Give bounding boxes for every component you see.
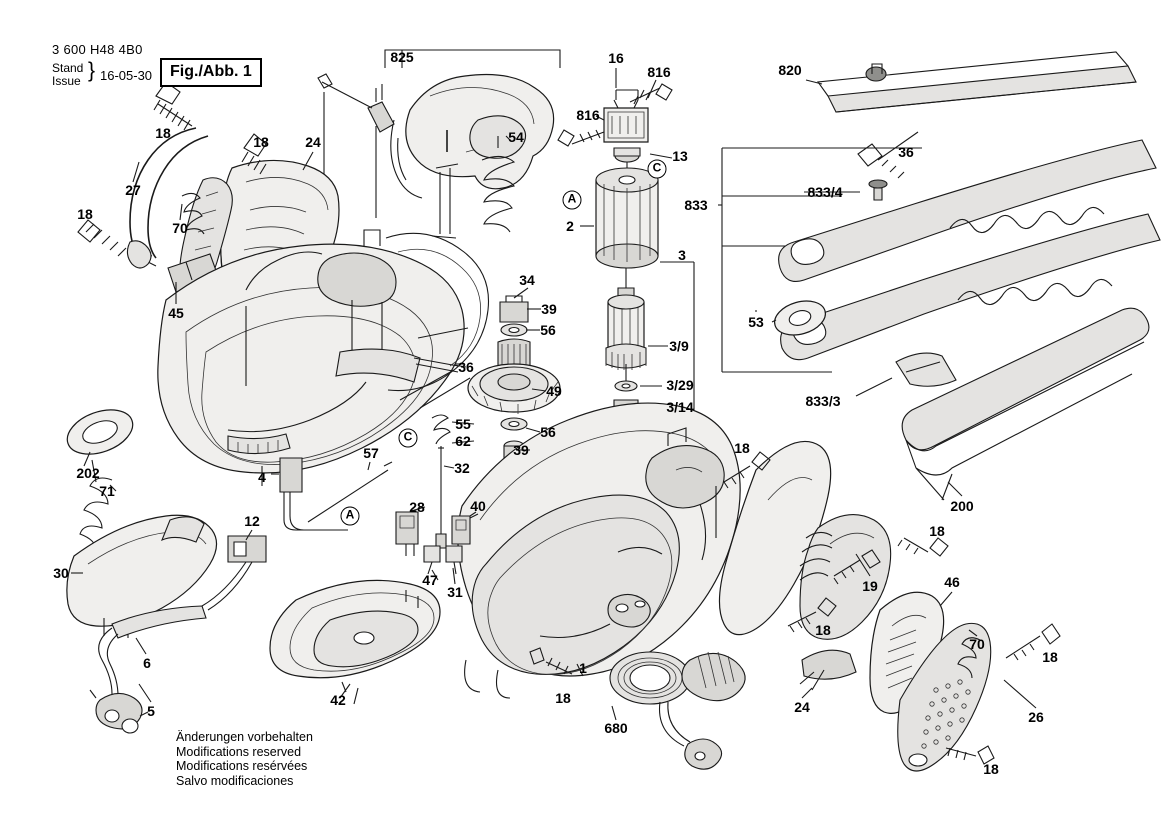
part-callout-27: 27 xyxy=(125,182,141,198)
part-callout-820: 820 xyxy=(778,62,802,78)
revision-date: 16-05-30 xyxy=(100,68,153,83)
part-callout-18: 18 xyxy=(734,440,750,456)
part-callout-36: 36 xyxy=(458,359,474,375)
part-callout-18: 18 xyxy=(77,206,93,222)
part-callout-42: 42 xyxy=(330,692,346,708)
part-callout-833-4: 833/4 xyxy=(807,184,843,200)
header-brace: } xyxy=(88,59,96,82)
part-callout-816: 816 xyxy=(647,64,671,80)
part-callout-57: 57 xyxy=(363,445,379,461)
part-code: 3 600 H48 4B0 xyxy=(52,42,143,57)
letter-marker-c: C xyxy=(399,429,418,448)
part-callout-825: 825 xyxy=(390,49,414,65)
disclaimer-fr: Modifications resérvées xyxy=(176,759,308,773)
part-callout-31: 31 xyxy=(447,584,463,600)
part-callout-70: 70 xyxy=(969,636,985,652)
part-callout-18: 18 xyxy=(929,523,945,539)
part-callout-4: 4 xyxy=(258,469,266,485)
part-callout-30: 30 xyxy=(53,565,69,581)
part-callout-3-14: 3/14 xyxy=(666,399,694,415)
part-callout-56: 56 xyxy=(540,424,556,440)
figure-label: Fig./Abb. 1 xyxy=(160,58,262,87)
part-callout-12: 12 xyxy=(244,513,260,529)
part-callout-16: 16 xyxy=(608,50,624,66)
part-callout-62: 62 xyxy=(455,433,471,449)
part-callout-47: 47 xyxy=(422,572,438,588)
part-callout-55: 55 xyxy=(455,416,471,432)
part-callout-36: 36 xyxy=(898,144,914,160)
part-callout-3-9: 3/9 xyxy=(669,338,689,354)
disclaimer-es: Salvo modificaciones xyxy=(176,773,294,788)
part-callout-71: 71 xyxy=(99,483,115,499)
part-callout-13: 13 xyxy=(672,148,688,164)
part-callout-34: 34 xyxy=(519,272,535,288)
part-callout-5: 5 xyxy=(147,703,155,719)
part-callout-19: 19 xyxy=(862,578,878,594)
part-callout-200: 200 xyxy=(950,498,974,514)
part-callout-39: 39 xyxy=(541,301,557,317)
part-callout-28: 28 xyxy=(409,499,425,515)
part-callout-24: 24 xyxy=(794,699,810,715)
part-callout-56: 56 xyxy=(540,322,556,338)
part-callout-816: 816 xyxy=(576,107,600,123)
part-callout-680: 680 xyxy=(604,720,628,736)
part-callout-53: 53 xyxy=(748,314,764,330)
stand-issue-label xyxy=(52,62,83,88)
part-callout-46: 46 xyxy=(944,574,960,590)
part-callout-26: 26 xyxy=(1028,709,1044,725)
part-callout-18: 18 xyxy=(155,125,171,141)
letter-marker-c: C xyxy=(648,160,667,179)
part-callout-18: 18 xyxy=(815,622,831,638)
letter-marker-a: A xyxy=(563,191,582,210)
part-callout-24: 24 xyxy=(305,134,321,150)
part-callout-49: 49 xyxy=(546,383,562,399)
part-callout-18: 18 xyxy=(555,690,571,706)
part-callout-54: 54 xyxy=(508,129,524,145)
part-callout-6: 6 xyxy=(143,655,151,671)
part-callout-833-3: 833/3 xyxy=(805,393,841,409)
part-callout-40: 40 xyxy=(470,498,486,514)
part-callout-45: 45 xyxy=(168,305,184,321)
part-callout-18: 18 xyxy=(983,761,999,777)
part-callout-2: 2 xyxy=(566,218,574,234)
issue-label: Issue xyxy=(52,74,81,88)
disclaimer-note xyxy=(176,730,313,788)
stand-label: Stand xyxy=(52,61,84,75)
part-callout-39: 39 xyxy=(513,442,529,458)
part-callout-18: 18 xyxy=(1042,649,1058,665)
part-callout-32: 32 xyxy=(454,460,470,476)
disclaimer-en: Modifications reserved xyxy=(176,744,302,759)
letter-marker-a: A xyxy=(341,507,360,526)
part-callout-3: 3 xyxy=(678,247,686,263)
part-callout-833: 833 xyxy=(684,197,708,213)
part-callout-18: 18 xyxy=(253,134,269,150)
part-callout-202: 202 xyxy=(76,465,100,481)
part-callout-1: 1 xyxy=(579,660,587,676)
part-callout-3-29: 3/29 xyxy=(666,377,694,393)
disclaimer-de: Änderungen vorbehalten xyxy=(176,730,313,744)
part-callout-70: 70 xyxy=(172,220,188,236)
